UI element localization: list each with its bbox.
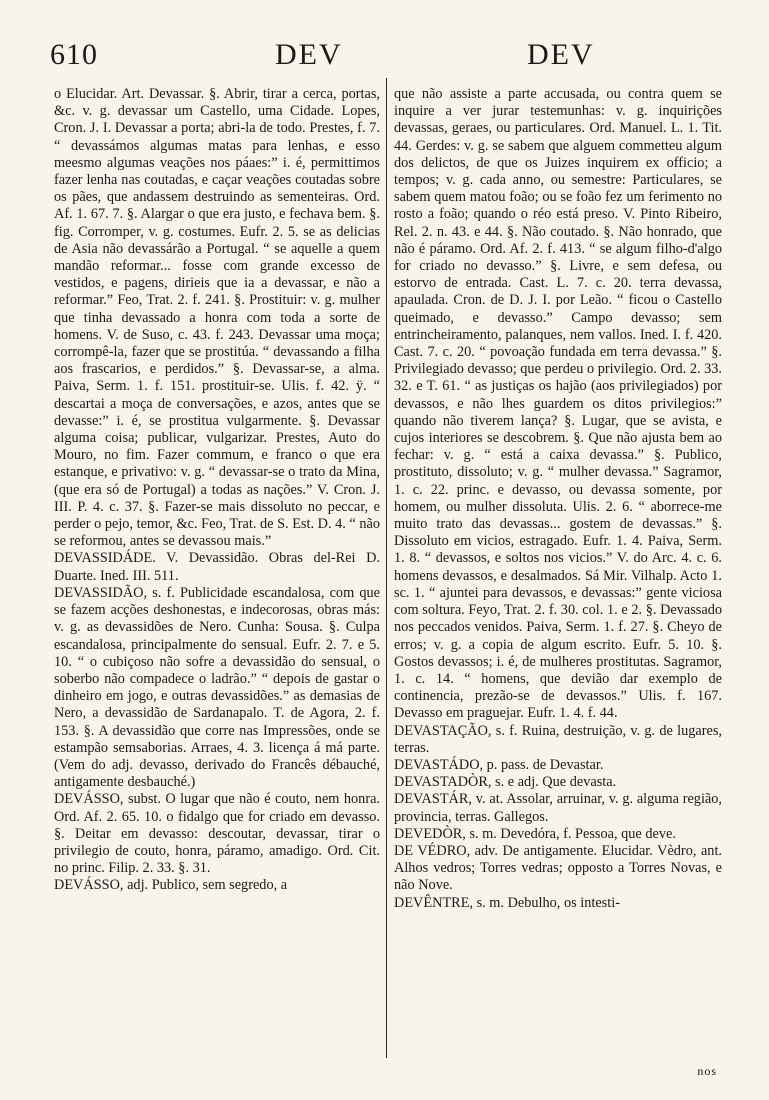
- entry-devassidao: DEVASSIDÃO, s. f. Publicidade escandalosa, com que se fazem acções deshonestas, e indecorosas, obras más: v. g. as devassidões de Nero. Cunha: Sousa. §. Culpa escandalosa, principalmente do sensual. Eufr. 2. 7. e 5. 10. “ o cubiçoso não sofre a devassidão do sensual, o soberbo não compadece o ladrão.” “ depois de gastar o dinheiro em jogo, e outras devassidões.” as demasias de Nero, a devassidão de Sardanapalo. T. de Agora, 2. f. 153. §. A devassidão que corre nas Impressões, onde se estampão semsaborias. Arraes, 4. 3. licença á má parte. (Vem do adj. devasso, derivado do Francês débauché, antigamente desbauché.): [54, 584, 380, 791]
- entry-devastador: DEVASTADÒR, s. e adj. Que devasta.: [394, 774, 617, 791]
- left-column: [54, 86, 380, 895]
- page-header: [50, 34, 727, 84]
- entry-text: o Elucidar. Art. Devassar. §. Abrir, tirar a cerca, portas, &c. v. g. devassar um Castello, uma Cidade. Lopes, Cron. J. I. Devassar a porta; abri-la de todo. Prestes, f. 7. “ devassámos algumas matas para lenhas, e esso meesmo algumas veações nos páaes:” i. é, permittimos fazer lenha nas coutadas, e caçar veações coutadas sobre os pães, que andassem destruindo as sementeiras. Ord. Af. 1. 67. 7. §. Alargar o que era justo, e fechava bem. §. fig. Corromper, v. g. costumes. Eufr. 2. 5. se as delicias de Asia não devassárão a Portugal. “ se aquelle a quem mandão reformar... fosse com grande excesso de vestidos, e pagens, dirieis que ia a devassar, e não a reformar.” Feo, Trat. 2. f. 241. §. Prostituir: v. g. mulher que tinha devassado a honra com toda a sorte de homens. V. de Suso, c. 43. f. 243. Devassar uma moça; corrompê-la, fazer que se prostitúa. “ devassando a filha aos frascarios, e perdidos.” §. Devassar-se, a alma. Paiva, Serm. 1. f. 151. prostituir-se. Ulis. f. 42. ÿ. “ descartai a moça de conversações, e azos, antes que se devasse:” i. é, se prostitua vulgarmente. §. Devassar alguma coisa; publicar, vulgarizar. Prestes, Auto do Mouro, no fim. Fazer commum, e franco o que era estanque, e privativo: v. g. “ devassar-se o trato da Mina, (que era só de Portugal) a todas as nações.” V. Cron. J. III. P. 4. c. 37. §. Fazer-se mais dissoluto no peccar, e perder o pejo, temor, &c. Feo, Trat. de S. Est. D. 4. “ não se reformou, antes se devassou mais.”: [54, 86, 380, 550]
- entry-devedor: DEVEDÒR, s. m. Devedóra, f. Pessoa, que deve.: [394, 825, 676, 842]
- column-divider: [386, 78, 387, 1058]
- entry-devasso-subst: DEVÁSSO, subst. O lugar que não é couto, nem honra. Ord. Af. 2. 65. 10. o fidalgo que for criado em devasso. §. Deitar em devasso: descoutar, devassar, tirar o privilegio de couto, honra, páramo, amadigo. Ord. Cit. no princ. Filip. 2. 33. §. 31.: [54, 791, 380, 877]
- entry-devastado: DEVASTÁDO, p. pass. de Devastar.: [394, 756, 604, 773]
- entry-devassidade: DEVASSIDÁDE. V. Devassidão. Obras del-Rei D. Duarte. Ined. III. 511.: [54, 550, 380, 584]
- page-number: 610: [50, 38, 98, 71]
- running-head-left: DEV: [275, 38, 343, 71]
- entry-devastar: DEVASTÁR, v. at. Assolar, arruinar, v. g. alguma região, provincia, terras. Gallegos.: [394, 791, 722, 825]
- entry-devasso-adj: DEVÁSSO, adj. Publico, sem segredo, a: [54, 877, 288, 894]
- entry-devasso-cont: que não assiste a parte accusada, ou contra quem se inquire a ver jurar testemunhas: v. g. inquirições devassas, geraes, ou particulares. Ord. Manuel. L. 1. Tit. 44. Gerdes: v. g. se sabem que alguem commetteu algum dos delictos, de que os Juizes inquirem ex officio; a tempos; v. g. cada anno, ou semestre: Particulares, se sabem quem matou foão; ou se foão fez um ferimento no rosto a foão; quando o réo está preso. V. Pinto Ribeiro, Rel. 2. n. 43. e 44. §. Não coutado. §. Não honrado, que não é páramo. Ord. Af. 2. f. 413. “ se algum filho-d'algo for criado no devasso.” §. Livre, e sem defesa, ou estorvo de entrada. Cast. L. 7. c. 20. terra devassa, apaulada. Cron. de D. J. I. por Leão. “ ficou o Castello queimado, e devasso.” Campo devasso; sem entrincheiramento, palanques, nem vallos. Ined. I. f. 420. Cast. 7. c. 20. “ povoação fundada em terra devassa.” §. Privilegiado devasso; que perdeu o privilegio. Ord. 2. 33. 32. e T. 61. “ as justiças os hajão (aos privilegiados) por devassos, e não lhes guardem os ditos privilegios:” quando não tiverem lança? §. Lugar, que se avista, e cujos interiores se descobrem. §. Que não ajusta bem ao fechar: v. g. “ está a caixa devassa.” §. Publico, prostituto, dissoluto; v. g. “ mulher devassa.” Sagramor, 1. c. 22. princ. e devasso, ou devassa somente, por homem, ou mulher dissoluta. Ulis. 2. 6. “ aborrece-me muito trato das devassas... gostem de devassas.” §. Dissoluto em vicios, estragado. Eufr. 1. 4. Paiva, Serm. 1. 8. “ devassos, e soltos nos vicios.” V. do Arc. 4. c. 6. homens devassos, e desalmados. Sá Mir. Vilhalp. Acto 1. sc. 1. “ ajuntei para devassos, e devassas:” gente viciosa com soltura. Feyo, Trat. 2. f. 30. col. 1. e 2. §. Devassado nos peccados venidos. Paiva, Serm. 1. f. 27. §. Cheyo de erros; v. g. a copia de algum escrito. Eufr. 5. 10. §. Gostos devassos; i. é, de mulheres prostitutas. Sagramor, 1. c. 14. “ homens, que devião dar exemplo de continencia, prezão-se de devassos.” Ulis. f. 167. Devasso em praguejar. Eufr. 1. 4. f. 44.: [394, 86, 722, 722]
- entry-deventre: DEVÊNTRE, s. m. Debulho, os intesti-: [394, 894, 620, 911]
- right-column: [394, 86, 722, 912]
- entry-de-vedro: DE VÉDRO, adv. De antigamente. Elucidar. Vèdro, ant. Alhos vedros; Torres vedras; opposto a Torres Novas, e não Nove.: [394, 842, 722, 894]
- entry-devastacao: DEVASTAÇÃO, s. f. Ruina, destruição, v. g. de lugares, terras.: [394, 722, 722, 756]
- running-head-right: DEV: [527, 38, 595, 71]
- catchword: nos: [697, 1064, 717, 1078]
